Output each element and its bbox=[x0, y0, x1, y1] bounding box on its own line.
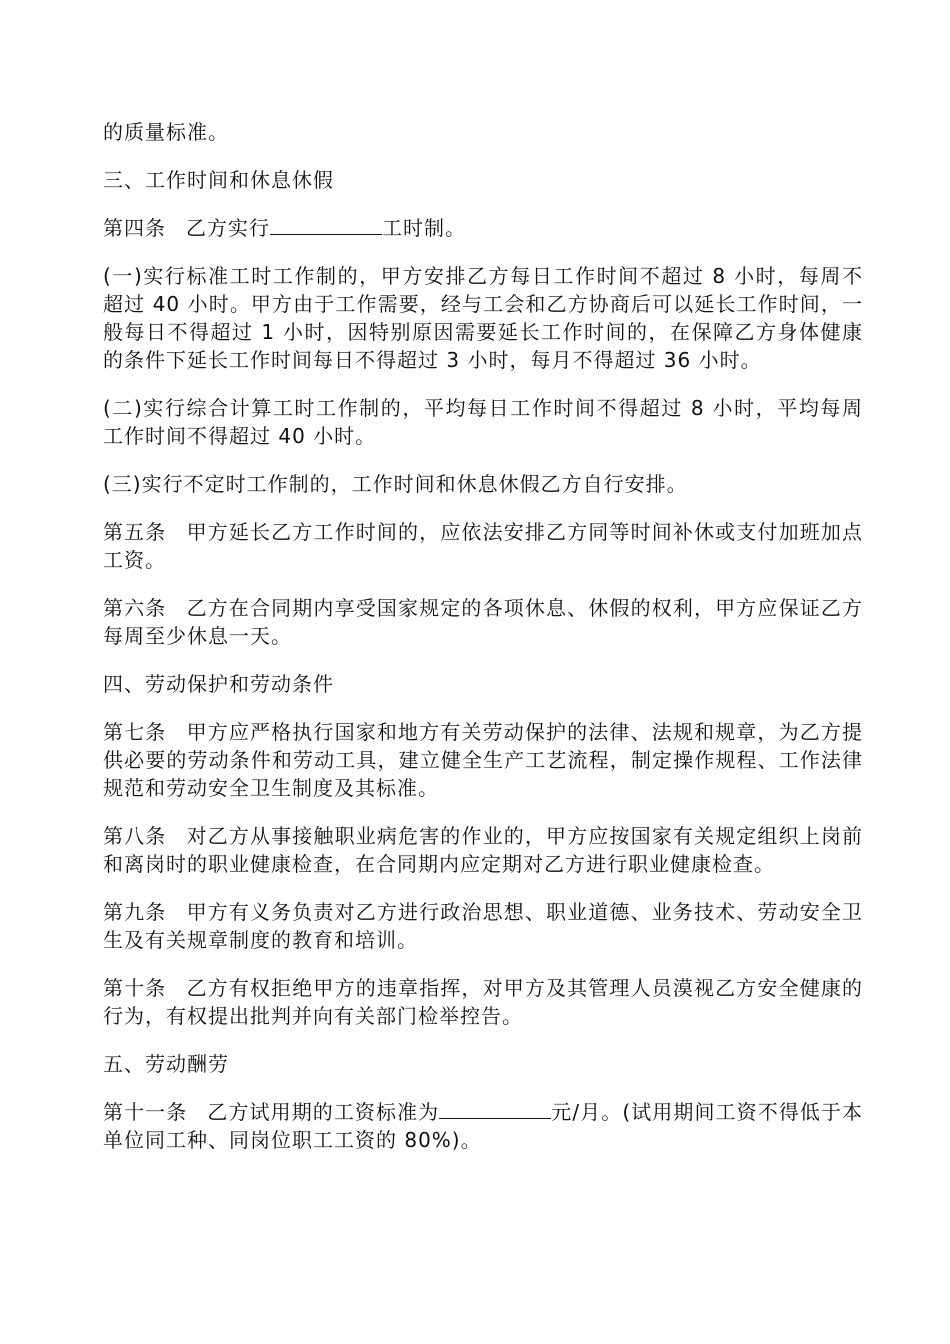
article-4 bbox=[103, 214, 863, 242]
article-9 bbox=[103, 898, 863, 954]
section-heading-remuneration bbox=[103, 1050, 863, 1078]
article-label: 第五条 bbox=[103, 520, 167, 544]
article-text: 乙方有权拒绝甲方的违章指挥，对甲方及其管理人员漠视乙方安全健康的行为，有权提出批判并向有关部门检举控告。 bbox=[103, 976, 864, 1028]
section-heading-text: 三、工作时间和休息休假 bbox=[103, 168, 334, 192]
item-text: (二)实行综合计算工时工作制的，平均每日工作时间不得超过 8 小时，平均每周工作时间不得超过 40 小时。 bbox=[103, 396, 863, 448]
article-text: 甲方有义务负责对乙方进行政治思想、职业道德、业务技术、劳动安全卫生及有关规章制度的教育和培训。 bbox=[103, 900, 864, 952]
article-text-pre: 乙方试用期的工资标准为 bbox=[207, 1100, 440, 1124]
article-11 bbox=[103, 1098, 863, 1154]
item-text: (三)实行不定时工作制的，工作时间和休息休假乙方自行安排。 bbox=[103, 472, 688, 496]
article-label: 第九条 bbox=[103, 900, 167, 924]
article-label: 第八条 bbox=[103, 824, 167, 848]
paragraph-text: 的质量标准。 bbox=[103, 120, 229, 144]
section-heading-labor-protection bbox=[103, 670, 863, 698]
article-label: 第四条 bbox=[103, 216, 166, 240]
article-10 bbox=[103, 974, 863, 1030]
item-text: (一)实行标准工时工作制的，甲方安排乙方每日工作时间不超过 8 小时，每周不超过 40 小时。甲方由于工作需要，经与工会和乙方协商后可以延长工作时间，一般每日不得超过 1 小时，因特别原因需要延长工作时间的，在保障乙方身体健康的条件下延长工作时间每日不得超过 3 小时，每月不得超过 36 小时。 bbox=[103, 264, 863, 372]
article-8 bbox=[103, 822, 863, 878]
fill-blank-probation-wage[interactable] bbox=[439, 1098, 551, 1119]
article-label: 第十条 bbox=[103, 976, 167, 1000]
section-heading-work-hours bbox=[103, 166, 863, 194]
article-text-post: 元/月。(试用期间工资不得低于本单位同工种、同岗位职工工资的 80%)。 bbox=[103, 1100, 864, 1152]
section-heading-text: 五、劳动酬劳 bbox=[103, 1052, 229, 1076]
article-5 bbox=[103, 518, 863, 574]
fill-blank-hours-system[interactable] bbox=[270, 214, 382, 235]
article-6 bbox=[103, 594, 863, 650]
article-4-item-3 bbox=[103, 470, 863, 498]
article-label: 第六条 bbox=[103, 596, 167, 620]
section-heading-text: 四、劳动保护和劳动条件 bbox=[103, 672, 334, 696]
article-label: 第七条 bbox=[103, 720, 167, 744]
article-label: 第十一条 bbox=[103, 1100, 188, 1124]
article-text: 对乙方从事接触职业病危害的作业的，甲方应按国家有关规定组织上岗前和离岗时的职业健康检查，在合同期内应定期对乙方进行职业健康检查。 bbox=[103, 824, 864, 876]
document-page bbox=[103, 118, 863, 1174]
article-text: 甲方延长乙方工作时间的，应依法安排乙方同等时间补休或支付加班加点工资。 bbox=[103, 520, 864, 572]
article-text: 乙方在合同期内享受国家规定的各项休息、休假的权利，甲方应保证乙方每周至少休息一天。 bbox=[103, 596, 864, 648]
article-4-item-1 bbox=[103, 262, 863, 374]
article-text: 甲方应严格执行国家和地方有关劳动保护的法律、法规和规章，为乙方提供必要的劳动条件和劳动工具，建立健全生产工艺流程，制定操作规程、工作法律规范和劳动安全卫生制度及其标准。 bbox=[103, 720, 864, 800]
article-text-pre: 乙方实行 bbox=[186, 216, 270, 240]
paragraph-continuation bbox=[103, 118, 863, 146]
article-4-item-2 bbox=[103, 394, 863, 450]
article-text-post: 工时制。 bbox=[382, 216, 466, 240]
article-7 bbox=[103, 718, 863, 802]
